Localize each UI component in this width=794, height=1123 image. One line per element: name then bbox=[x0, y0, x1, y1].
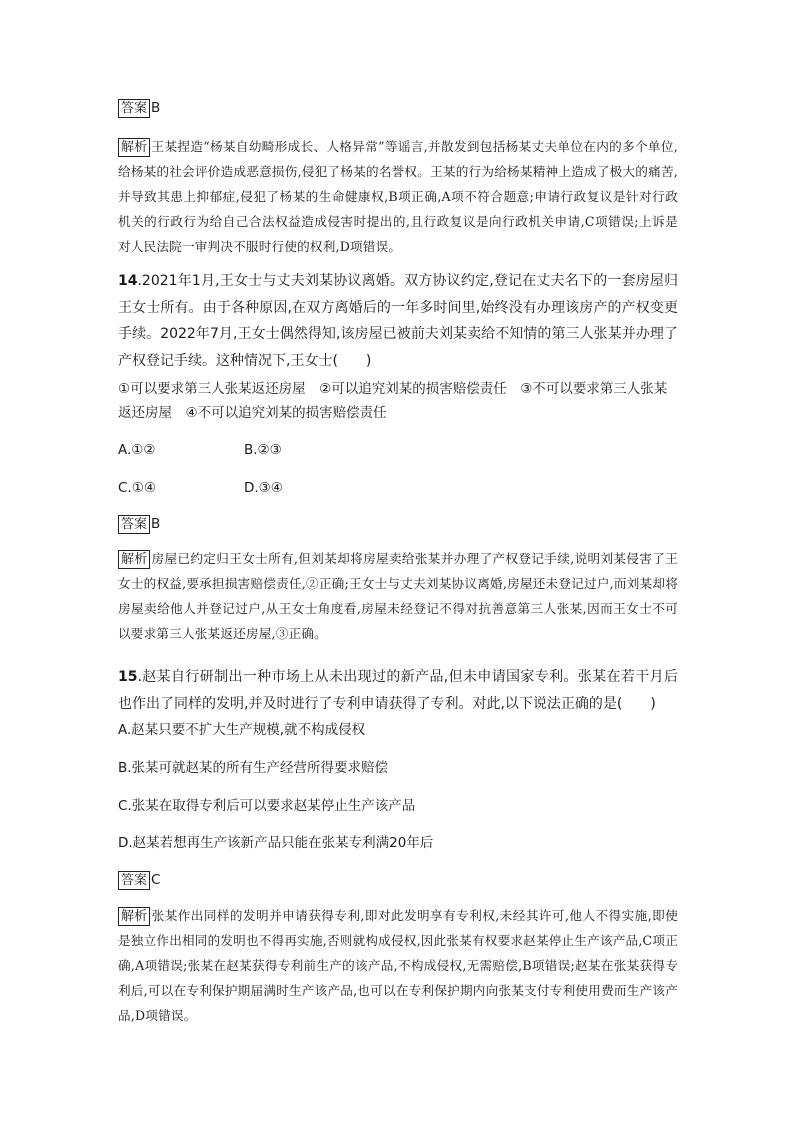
q14-statements: ①可以要求第三人张某返还房屋 ②可以追究刘某的损害赔偿责任 ③不可以要求第三人张某返还房屋 ④不可以追究刘某的损害赔偿责任 bbox=[118, 381, 668, 421]
answer-tag: 答案 bbox=[118, 515, 150, 534]
answer-tag: 答案 bbox=[118, 99, 150, 118]
q14-option-c[interactable]: C.①④ bbox=[118, 480, 156, 496]
q13-answer-line bbox=[118, 99, 160, 118]
q14-analysis-text: 房屋已约定归王女士所有,但刘某却将房屋卖给张某并办理了产权登记手续,说明刘某侵害了王女士的权益,要承担损害赔偿责任,②正确;王女士与丈夫刘某协议离婚,房屋还未登记过户,而刘某却将房屋卖给他人并登记过户,从王女士角度看,房屋未经登记不得对抗善意第三人张某,因而王女士不可以要求第三人张某返还房屋,③正确。 bbox=[118, 551, 678, 641]
q14-option-d[interactable]: D.③④ bbox=[244, 480, 283, 496]
q14-analysis bbox=[118, 546, 678, 646]
q14-answer: B bbox=[151, 516, 161, 532]
analysis-tag: 解析 bbox=[118, 550, 150, 569]
q15-option-a[interactable]: A.赵某只要不扩大生产规模,就不构成侵权 bbox=[118, 722, 366, 738]
q15-option-c[interactable]: C.张某在取得专利后可以要求赵某停止生产该产品 bbox=[118, 798, 416, 814]
q14-option-a[interactable]: A.①② bbox=[118, 442, 156, 458]
q14-answer-line bbox=[118, 515, 160, 534]
q13-analysis bbox=[118, 134, 678, 259]
q15-stem bbox=[118, 664, 678, 717]
q15-option-b[interactable]: B.张某可就赵某的所有生产经营所得要求赔偿 bbox=[118, 760, 389, 776]
analysis-tag: 解析 bbox=[118, 907, 150, 926]
q15-answer-line bbox=[118, 871, 160, 890]
analysis-tag: 解析 bbox=[118, 138, 150, 157]
q15-option-d[interactable]: D.赵某若想再生产该新产品只能在张某专利满20年后 bbox=[118, 835, 434, 851]
answer-tag: 答案 bbox=[118, 871, 150, 890]
q15-analysis-text: 张某作出同样的发明并申请获得专利,即对此发明享有专利权,未经其许可,他人不得实施,即使是独立作出相同的发明也不得再实施,否则就构成侵权,因此张某有权要求赵某停止生产该产品,C项正确,A项错误;张某在赵某获得专利前生产的该产品,不构成侵权,无需赔偿,B项错误;赵某在张某获得专利后,可以在专利保护期届满时生产该产品,也可以在专利保护期内向张某支付专利使用费而生产该产品,D项错误。 bbox=[118, 908, 678, 1023]
q14-stem-text: .2021年1月,王女士与丈夫刘某协议离婚。双方协议约定,登记在丈夫名下的一套房屋归王女士所有。由于各种原因,在双方离婚后的一年多时间里,始终没有办理该房产的产权变更手续。2022年7月,王女士偶然得知,该房屋已被前夫刘某卖给不知情的第三人张某并办理了产权登记手续。这种情况下,王女士( ) bbox=[118, 273, 678, 369]
q14-number: 14 bbox=[118, 273, 138, 289]
q13-answer: B bbox=[151, 100, 161, 116]
q15-analysis bbox=[118, 903, 678, 1028]
q15-answer: C bbox=[151, 872, 161, 888]
q15-stem-text: .赵某自行研制出一种市场上从未出现过的新产品,但未申请国家专利。张某在若干月后也作出了同样的发明,并及时进行了专利申请获得了专利。对此,以下说法正确的是( ) bbox=[118, 669, 678, 712]
q14-stem bbox=[118, 268, 678, 374]
q15-number: 15 bbox=[118, 669, 138, 685]
q13-analysis-text: 王某捏造“杨某自幼畸形成长、人格异常”等谣言,并散发到包括杨某丈夫单位在内的多个单位,给杨某的社会评价造成恶意损伤,侵犯了杨某的名誉权。王某的行为给杨某精神上造成了极大的痛苦,并导致其患上抑郁症,侵犯了杨某的生命健康权,B项正确,A项不符合题意;申请行政复议是针对行政机关的行政行为给自己合法权益造成侵害时提出的,且行政复议是向行政机关申请,C项错误;上诉是对人民法院一审判决不服时行使的权利,D项错误。 bbox=[118, 139, 678, 254]
q14-option-b[interactable]: B.②③ bbox=[244, 442, 282, 458]
